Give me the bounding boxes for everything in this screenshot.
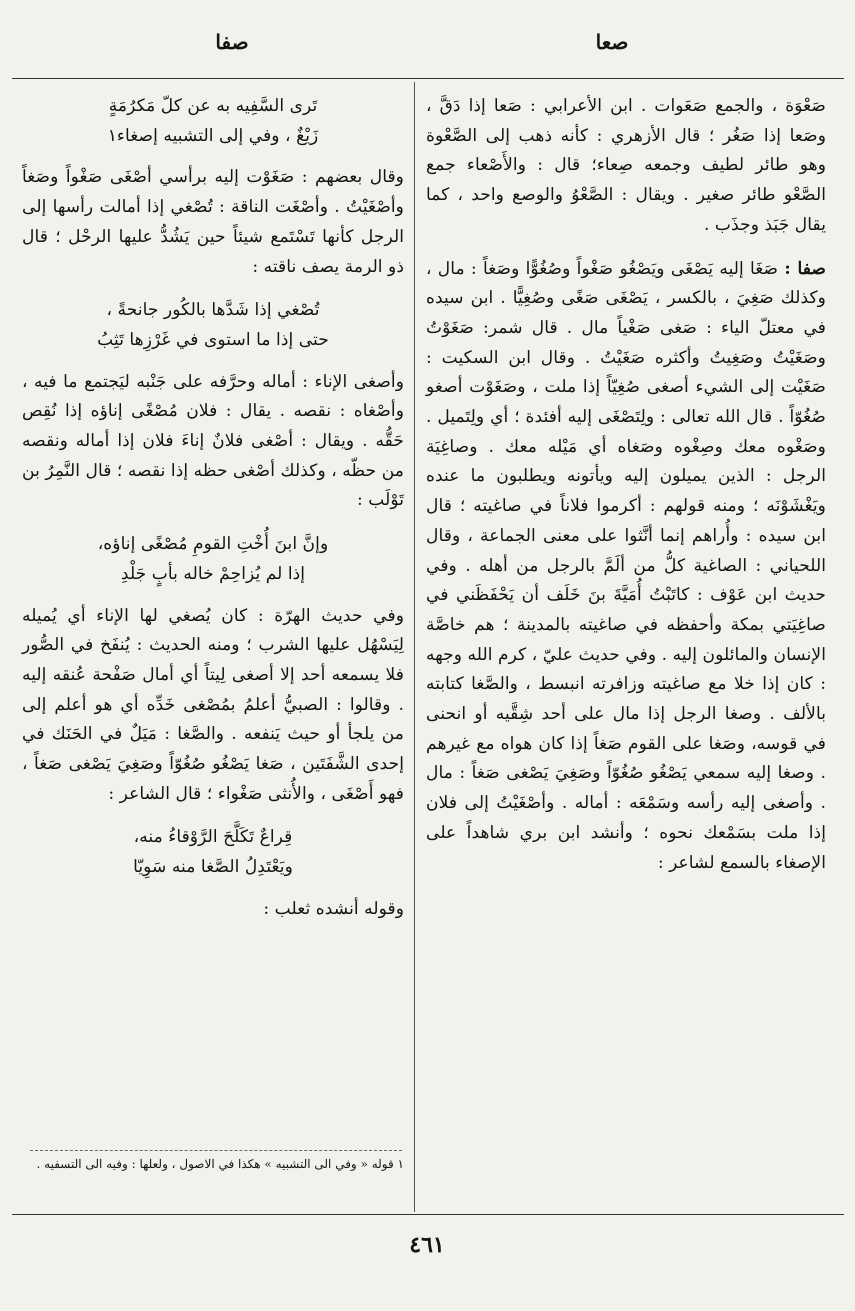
verse-line: ويَعْتَدِلُ الصَّغا منه سَوِيّا [133,857,293,878]
verse-line: تَرى السَّفِيه به عن كلّ مَكرُمَةٍ [108,96,318,116]
paragraph: وقال بعضهم : صَغَوْت إليه برأسي أصْغَى صَغْواً وصَغاً وأصْغَيْتُ . وأصْغَت الناقة : تُصْغي إذا أمالت رأسها إلى الرجل كأنها تَسْتَمع شيئاً حين يَشُدُّ عليها الرحْل ؛ قال ذو الرمة يصف ناقته : [22,167,404,277]
column-divider [414,82,415,1212]
verse-line: قِراعٌ تَكَلَّحَ الرَّوْقاءُ منه، [133,827,293,848]
verse-line: حتى إذا ما استوى في غَرْزِها تَثِبُ [97,329,329,350]
entry-continuation: صَعْوَة ، والجمع صَعَوات . ابن الأعرابي : صَعا إذا دَقَّ ، وصَعا إذا صَغُر ؛ قال الأزهري : كأنه ذهب إلى الصَّعْوة وهو طائر لطيف وجمعه صِعاء؛ قال : والأَصْعاء جمع الصَّعْو طائر صغير . ويقال : الصَّعْوُ والوصع واحد ، كما يقال جَبَذ وجذَب . [426,96,826,235]
running-header-right: صعا [595,30,629,54]
header-rule [12,78,844,79]
running-header-left: صفا [215,30,249,54]
left-column [22,92,404,939]
verse-2 [22,296,404,355]
paragraph: وأصغى الإناء : أماله وحرَّفه على جَنْبه ليَجتمع ما فيه ، وأصْغاه : نقصه . يقال : فلان مُصْغًى إناؤه إذا نُقِص حَقُّه . ويقال : أصْغى فلانٌ إناءَ فلان إذا أماله ونقصه من حظّه ، وكذلك أصْغى حظه إذا نقصه ؛ قال النَّمِرُ بن تَوْلَب : [22,371,404,511]
right-column [426,92,826,892]
entry-body: صَغَا إليه يَصْغَى ويَصْغُو صَغْواً وصُغُوًّا وصَغاً : مال ، وكذلك صَغِيَ ، بالكسر ، يَصْغَى صَغًى وصُغِيًّا . ابن سيده في معتلّ الياء : صَغى صَغْياً مال . قال شمر: صَغَوْتُ وصَغَيْتُ وصَغِيتُ وأكثره صَغَيْتُ . وقال ابن السكيت : صَغَيْت إلى الشيء أصغى صُغِيّاً إذا ملت ، وصَغَوْت أصغو صُغُوّاً . قال الله تعالى : ولِتَصْغَى إليه أفئدة ؛ أي ولِتَميل . وصَغْوه معك وصِغْوه وصَغاه أي مَيْله معك . وصاغِيَة الرجل : الذين يميلون إليه ويأتونه ويطلبون ما عنده ويَغْشَوْنَه ؛ ومنه قولهم : أكرموا فلاناً في صاغيته ؛ قال ابن سيده : وأُراهم إنما أنَّثوا على معنى الجماعة ، وقال اللحياني : الصاغية كلُّ من ألَمَّ بالرجل من أهله . وفي حديث ابن عَوْف : كاتَبْتُ أُمَيَّةَ بنَ خَلَف أن يَحْفَظَني في صاغِيَتي بمكة وأحفظه في صاغيته بالمدينة ؛ هم خاصَّة الإنسان والمائلون إليه . وفي حديث عليّ ، كرم الله وجهه : كان إذا خلا مع صاغيته وزافرته انبسط ، والصَّغا كتابته بالألف . وصغا الرجل إذا مال على أحد شِقَّيه أو انحنى في قوسه، وصَغا على القوم صَغاً إذا كان هواه مع غيرهم . وصغا إليه سمعي يَصْغُو صُغُوّاً وصَغِيَ يَصْغى صَغاً : مال . وأصغى إليه رأسه وسَمْعَه : أماله . وأصْغَيْتُ إلى فلان إذا ملت بسَمْعك نحوه ؛ وأنشد ابن بري شاهداً على الإصغاء بالسمع لشاعر : [426,258,826,873]
entry-safa [426,255,826,879]
footnote: ١ قوله « وفي الى التشبيه » هكذا في الاصول ، ولعلها : وفيه الى التسفيه . [36,1157,404,1171]
footer-rule [12,1214,844,1215]
verse-1 [22,92,404,151]
paragraph: وقوله أنشده ثعلب : [263,898,404,919]
verse-line: وإنَّ ابنَ أُخْتِ القومِ مُصْغًى إناؤه، [97,534,329,555]
verse-line: تُصْغي إذا شَدَّها بالكُور جانحةً ، [106,300,320,321]
footnote-rule [30,1150,402,1151]
page-number: ٤٦١ [409,1232,445,1258]
paragraph: وفي حديث الهرّة : كان يُصغي لها الإناء أي يُميله لِيَسْهُل عليها الشرب ؛ ومنه الحديث : يُنفَخ في الصُّور فلا يسمعه أحد إلا أصغى لِيتاً أي أمال صَفْحة عُنقه إليه . وقالوا : الصبيُّ أعلمُ بمُصْغى خَدِّه أي هو أعلم إلى من يلجأ أو حيث يَنفعه . والصَّغا : مَيَلٌ في الحَنَك في إحدى الشَّفَتَين ، صَغا يَصْغُو صُغُوّاً وصَغِيَ يَصْغى صَغاً ، فهو أَصْغَى ، والأُنثى صَغْواء ؛ قال الشاعر : [22,605,404,804]
verse-4 [22,823,404,882]
entry-headword: صفا : [784,258,826,279]
verse-line: إذا لم يُزاحِمْ خاله بأبٍ جَلْدِ [120,563,306,584]
verse-3 [22,530,404,589]
verse-line: زَيْغٌ ، وفي إلى التشبيه إصغاء١ [107,125,319,146]
